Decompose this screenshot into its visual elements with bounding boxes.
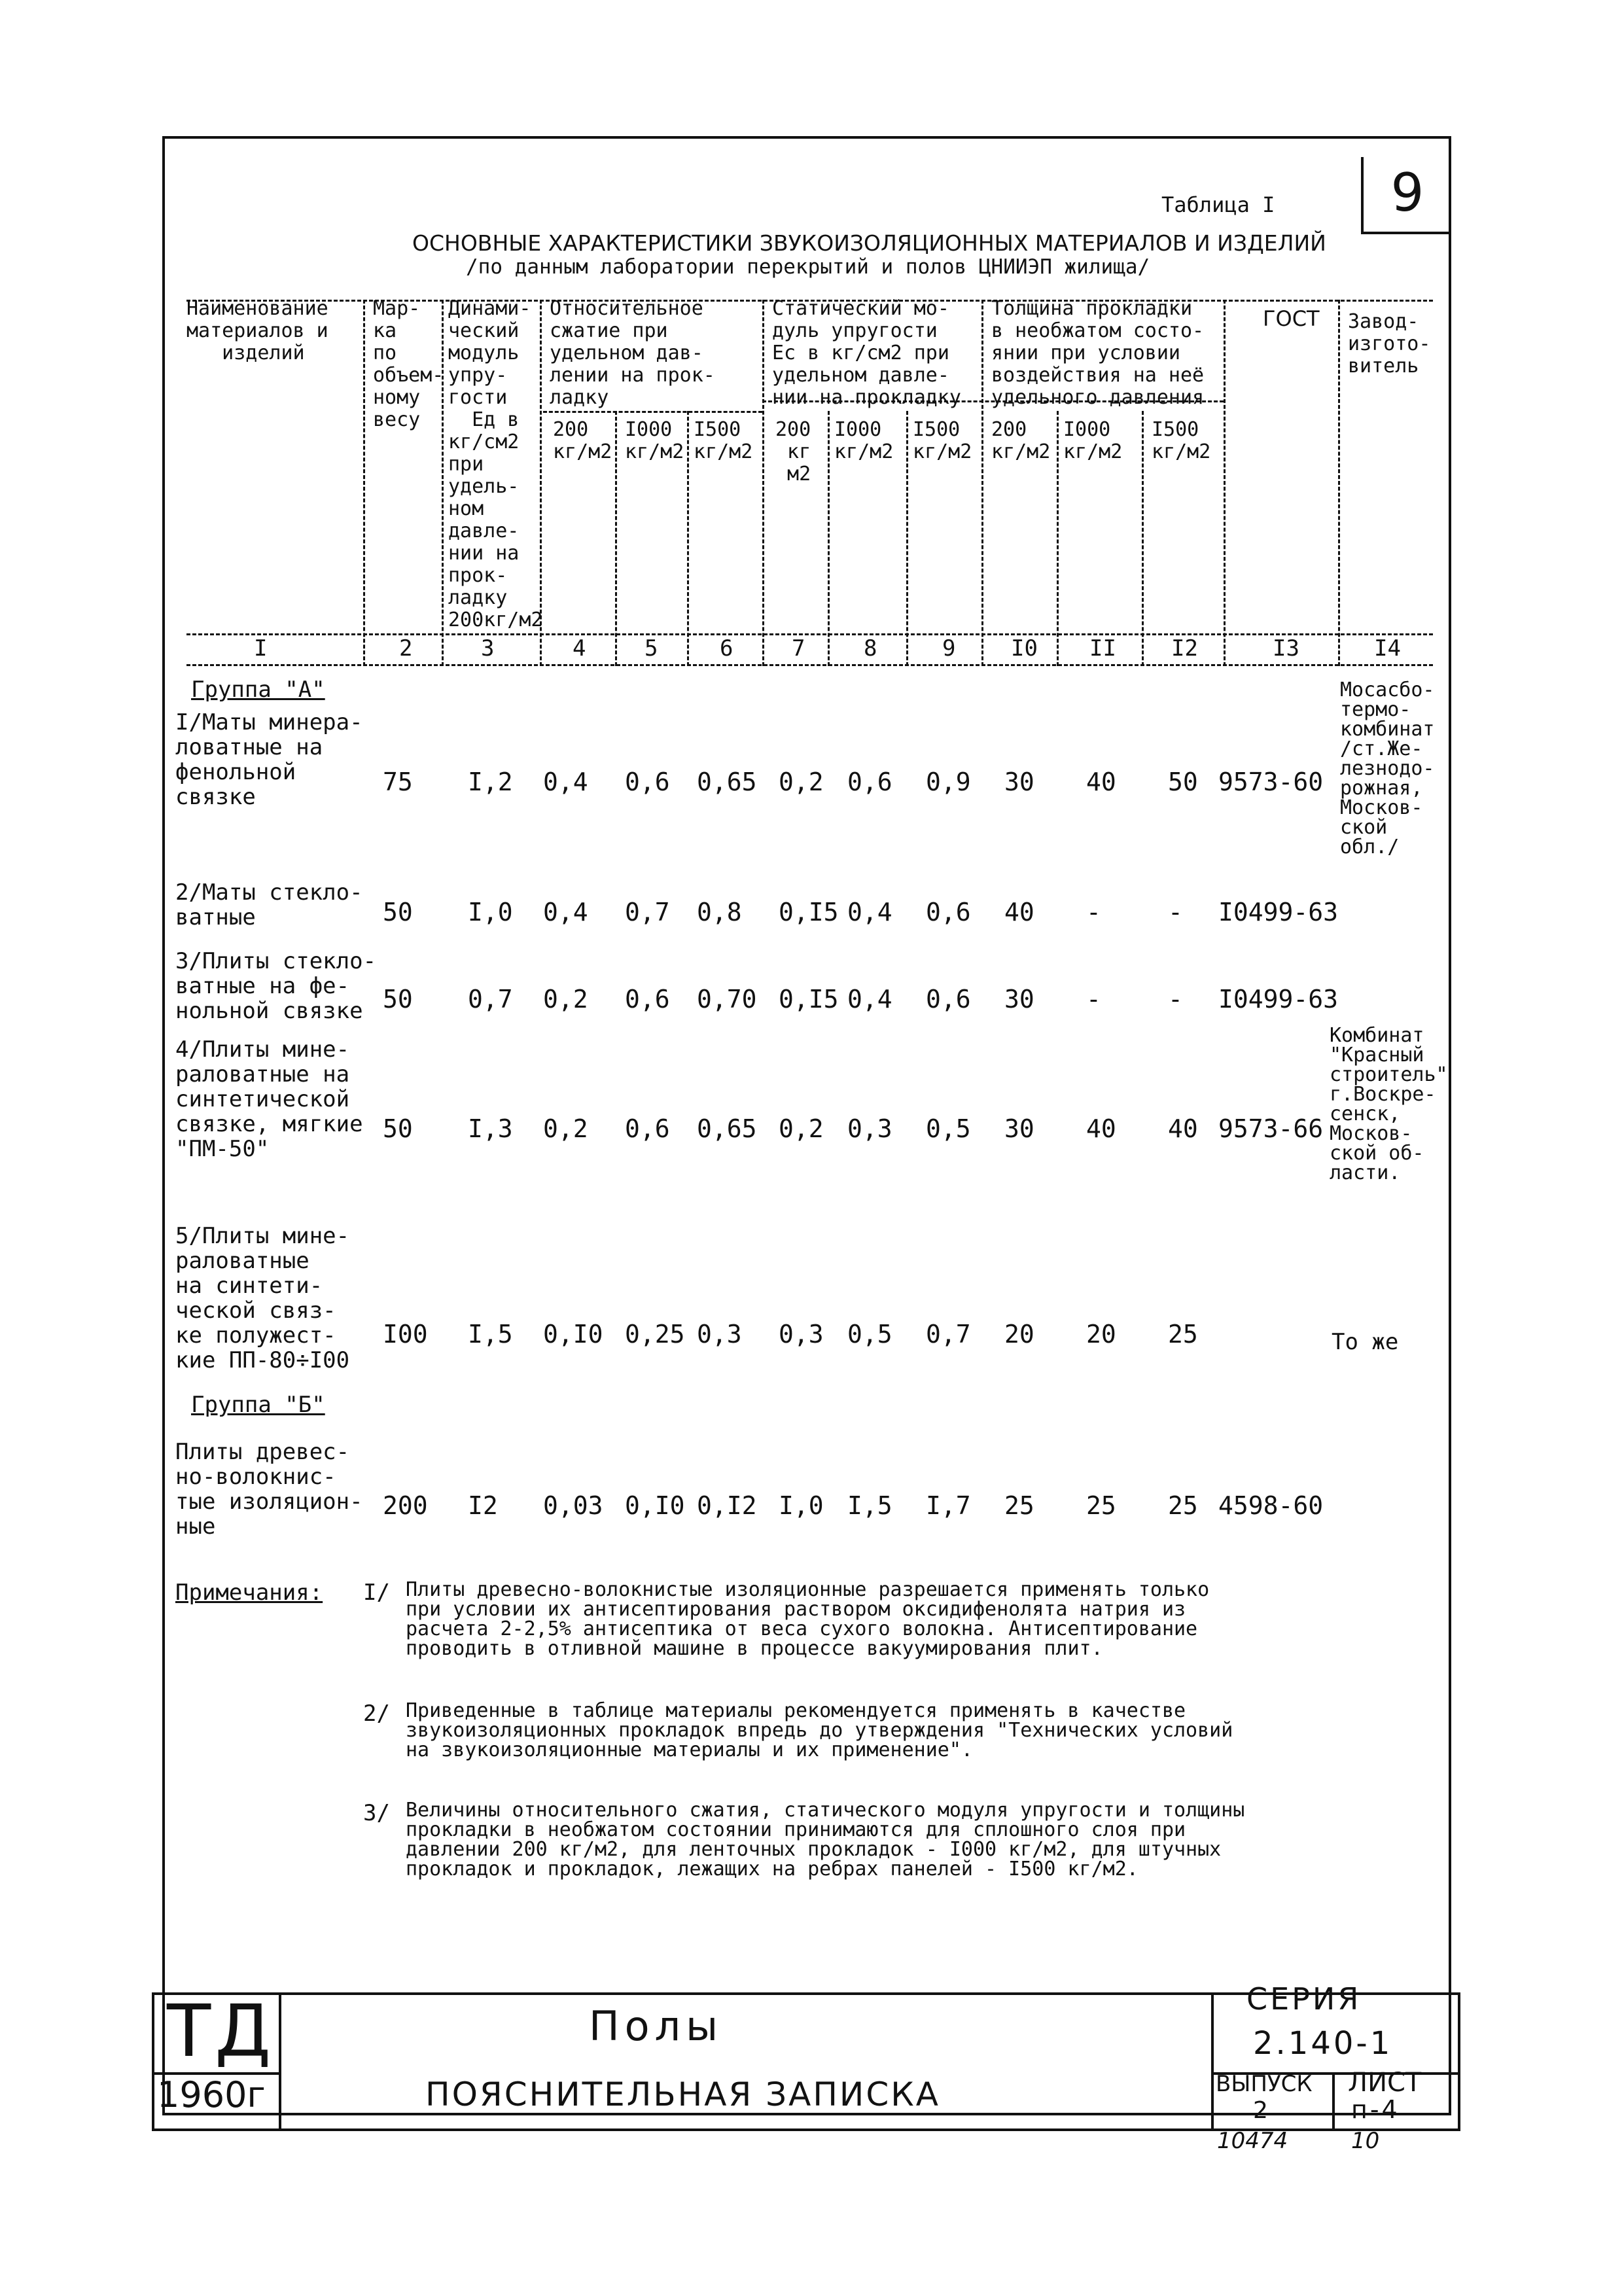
- table-cell: 0,6: [625, 768, 670, 796]
- row-name: 4/Плиты мине- раловатные на синтетической связке, мягкие "ПМ-50": [175, 1036, 363, 1162]
- stamp-issue-label: ВЫПУСК: [1216, 2071, 1313, 2097]
- subheader-4: 200 кг/м2: [553, 418, 612, 463]
- stamp-title: Полы: [589, 2002, 724, 2050]
- table-cell: 0,9: [926, 768, 971, 796]
- col-num: 4: [573, 635, 586, 662]
- page-number: 9: [1361, 157, 1451, 234]
- stamp-issue: 2: [1253, 2097, 1268, 2124]
- note-text: Приведенные в таблице материалы рекомендуется применять в качестве звукоизоляционных прокладок впредь до утверждения "Технических условий на звукоизоляционные материалы и их применение".: [406, 1699, 1233, 1761]
- row-maker: Комбинат "Красный строитель" г.Воскре- сенск, Москов- ской об- ласти.: [1330, 1024, 1448, 1184]
- notes-label: Примечания:: [175, 1580, 323, 1606]
- table-cell: 50: [383, 898, 413, 927]
- table-cell: 25: [1086, 1491, 1116, 1520]
- table-cell: 50: [383, 985, 413, 1014]
- row-maker: То же: [1332, 1329, 1399, 1355]
- table-cell: -: [1168, 985, 1183, 1014]
- table-cell: 0,2: [779, 1114, 824, 1143]
- table-cell: 0,2: [543, 1114, 588, 1143]
- table-cell: 0,03: [543, 1491, 603, 1520]
- header-gost: ГОСТ: [1263, 306, 1320, 331]
- col-num: 2: [399, 635, 413, 662]
- subheader-5: I000 кг/м2: [625, 418, 684, 463]
- table-cell: 0,I5: [779, 985, 839, 1014]
- table-cell: 0,2: [779, 768, 824, 796]
- row-name: I/Маты минера- ловатные на фенольной связке: [175, 709, 363, 810]
- stamp-series: 2.140-1: [1253, 2025, 1393, 2062]
- group-b-label: Группа "Б": [191, 1392, 325, 1418]
- table-cell: 0,6: [625, 1114, 670, 1143]
- stamp-sheet: п-4: [1351, 2095, 1400, 2124]
- table-cell: 0,6: [847, 768, 892, 796]
- group-a-label: Группа "А": [191, 677, 325, 703]
- header-mark: Мар- ка по объем- ному весу: [373, 297, 444, 431]
- table-cell: I,3: [468, 1114, 513, 1143]
- table-cell: 50: [1168, 768, 1198, 796]
- table-cell: 0,I2: [697, 1491, 757, 1520]
- table-cell: I0499-63: [1218, 985, 1339, 1014]
- handwritten-number: 10: [1351, 2128, 1380, 2154]
- table-cell: I0499-63: [1218, 898, 1339, 927]
- row-maker: Мосасбо- термо- комбинат /ст.Же- лезнодо- рожная, Москов- ской обл./: [1340, 679, 1435, 858]
- table-cell: 0,4: [543, 768, 588, 796]
- table-cell: 0,3: [847, 1114, 892, 1143]
- table-cell: 50: [383, 1114, 413, 1143]
- table-cell: 40: [1086, 768, 1116, 796]
- table-cell: 4598-60: [1218, 1491, 1324, 1520]
- header-maker: Завод- изгото- витель: [1348, 310, 1431, 378]
- table-cell: 0,70: [697, 985, 757, 1014]
- table-cell: 75: [383, 768, 413, 796]
- table-cell: I,0: [779, 1491, 824, 1520]
- stamp-subtitle: ПОЯСНИТЕЛЬНАЯ ЗАПИСКА: [425, 2075, 940, 2113]
- table-label: Таблица I: [1161, 192, 1275, 217]
- stamp-td: ТД: [167, 1989, 275, 2073]
- note-number: 2/: [363, 1701, 390, 1727]
- table-cell: I2: [468, 1491, 498, 1520]
- table-cell: I00: [383, 1320, 428, 1349]
- stamp-series-label: СЕРИЯ: [1246, 1981, 1362, 2017]
- table-cell: 0,5: [926, 1114, 971, 1143]
- table-cell: 0,7: [468, 985, 513, 1014]
- stamp-sheet-label: ЛИСТ: [1348, 2068, 1422, 2098]
- table-cell: 0,25: [625, 1320, 685, 1349]
- table-cell: 25: [1168, 1320, 1198, 1349]
- table-cell: 0,6: [625, 985, 670, 1014]
- table-cell: 200: [383, 1491, 428, 1520]
- table-cell: 30: [1004, 768, 1034, 796]
- col-num: I0: [1011, 635, 1038, 662]
- table-cell: 30: [1004, 1114, 1034, 1143]
- col-num: 3: [481, 635, 495, 662]
- table-cell: -: [1086, 898, 1101, 927]
- table-cell: 0,3: [697, 1320, 742, 1349]
- row-name: 3/Плиты стекло- ватные на фе- нольной связке: [175, 948, 377, 1024]
- col-num: I4: [1374, 635, 1401, 662]
- table-cell: 9573-60: [1218, 768, 1324, 796]
- table-cell: 0,65: [697, 768, 757, 796]
- table-cell: 0,6: [926, 985, 971, 1014]
- table-cell: 0,4: [847, 898, 892, 927]
- table-cell: 30: [1004, 985, 1034, 1014]
- subheader-10: 200 кг/м2: [991, 418, 1051, 463]
- table-cell: 40: [1086, 1114, 1116, 1143]
- table-cell: 0,2: [543, 985, 588, 1014]
- table-cell: 20: [1086, 1320, 1116, 1349]
- stamp-year: 1960г: [157, 2074, 266, 2115]
- row-name: Плиты древес- но-волокнис- тые изоляцион- ные: [175, 1439, 363, 1540]
- table-cell: I,7: [926, 1491, 971, 1520]
- handwritten-code: 10474: [1217, 2128, 1288, 2154]
- col-num: 7: [792, 635, 805, 662]
- table-cell: -: [1086, 985, 1101, 1014]
- col-num: I: [254, 635, 268, 662]
- table-cell: I,0: [468, 898, 513, 927]
- table-cell: I,5: [847, 1491, 892, 1520]
- table-cell: 0,65: [697, 1114, 757, 1143]
- table-cell: 0,I0: [543, 1320, 603, 1349]
- note-text: Плиты древесно-волокнистые изоляционные разрешается применять только при условии их антисептирования раствором оксидифенолята натрия из расчета 2-2,5% антисептика от веса сухого волокна. Антисептирование проводить в отливной машине в процессе вакуумирования плит.: [406, 1578, 1210, 1660]
- table-cell: I,5: [468, 1320, 513, 1349]
- header-name: Наименование материалов и изделий: [186, 297, 328, 364]
- col-num: 9: [942, 635, 956, 662]
- table-cell: 0,6: [926, 898, 971, 927]
- table-cell: 0,I0: [625, 1491, 685, 1520]
- note-number: 3/: [363, 1800, 390, 1826]
- col-num: 5: [644, 635, 658, 662]
- subheader-6: I500 кг/м2: [694, 418, 753, 463]
- table-cell: 0,4: [847, 985, 892, 1014]
- col-num: 8: [864, 635, 877, 662]
- table-cell: 20: [1004, 1320, 1034, 1349]
- subheader-8: I000 кг/м2: [834, 418, 894, 463]
- header-dynamic-modulus: Динами- ческий модуль упру- гости Ед в кг/см2 при удель- ном давле- нии на прок- ладку 200кг/м2: [448, 297, 543, 631]
- table-cell: 40: [1168, 1114, 1198, 1143]
- header-thickness: Толщина прокладки в необжатом состо- янии при условии воздействия на неё удельного давления: [991, 297, 1205, 409]
- subheader-9: I500 кг/м2: [913, 418, 972, 463]
- subheader-11: I000 кг/м2: [1063, 418, 1123, 463]
- table-cell: 25: [1168, 1491, 1198, 1520]
- table-cell: 0,7: [926, 1320, 971, 1349]
- col-num: I2: [1171, 635, 1198, 662]
- row-name: 5/Плиты мине- раловатные на синтети- ческой связ- ке полужест- кие ПП-80÷I00: [175, 1223, 350, 1373]
- table-cell: 0,3: [779, 1320, 824, 1349]
- table-cell: 0,7: [625, 898, 670, 927]
- note-text: Величины относительного сжатия, статического модуля упругости и толщины прокладки в необжатом состоянии принимаются для сплошного слоя при давлении 200 кг/м2, для ленточных прокладок - I000 кг/м2, для штучных прокладок и прокладок, лежащих на ребрах панелей - I500 кг/м2.: [406, 1799, 1245, 1881]
- table-subtitle: /по данным лаборатории перекрытий и полов ЦНИИЭП жилища/: [466, 255, 1150, 279]
- header-static-modulus: Статический мо- дуль упругости Ес в кг/см2 при удельном давле- нии на прокладку: [772, 297, 961, 409]
- col-num: II: [1089, 635, 1116, 662]
- table-cell: -: [1168, 898, 1183, 927]
- row-name: 2/Маты стекло- ватные: [175, 879, 363, 930]
- table-cell: 0,8: [697, 898, 742, 927]
- col-num: 6: [720, 635, 733, 662]
- table-title: ОСНОВНЫЕ ХАРАКТЕРИСТИКИ ЗВУКОИЗОЛЯЦИОННЫХ МАТЕРИАЛОВ И ИЗДЕЛИЙ: [412, 230, 1326, 256]
- table-cell: 0,5: [847, 1320, 892, 1349]
- table-cell: I,2: [468, 768, 513, 796]
- table-cell: 0,I5: [779, 898, 839, 927]
- note-number: I/: [363, 1580, 390, 1606]
- table-cell: 40: [1004, 898, 1034, 927]
- subheader-12: I500 кг/м2: [1152, 418, 1211, 463]
- header-compression: Относительное сжатие при удельном дав- лении на прок- ладку: [550, 297, 715, 409]
- col-num: I3: [1273, 635, 1299, 662]
- subheader-7: 200 кг м2: [775, 418, 811, 486]
- table-cell: 25: [1004, 1491, 1034, 1520]
- table-cell: 9573-66: [1218, 1114, 1324, 1143]
- table-cell: 0,4: [543, 898, 588, 927]
